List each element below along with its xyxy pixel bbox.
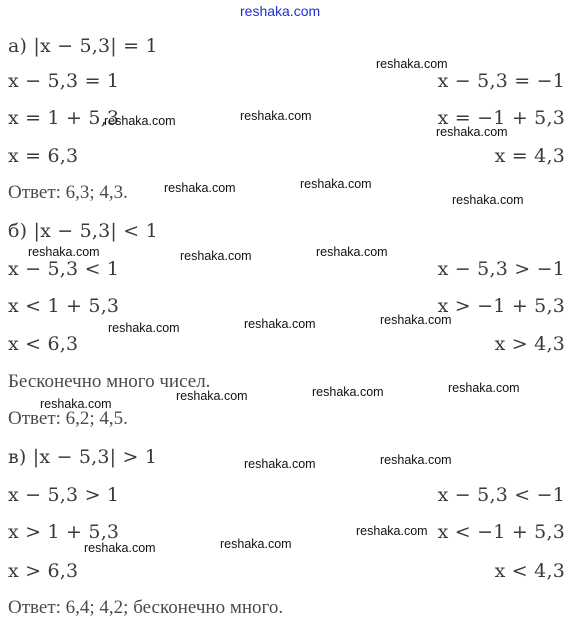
part-a-right-line-2: x = −1 + 5,3 [437,107,565,129]
part-a-right-line-3: x = 4,3 [494,145,565,167]
part-a-left-line-1: x − 5,3 = 1 [8,70,120,92]
part-b-answer: Ответ: 6,2; 4,5. [8,408,128,429]
part-b-left-line-3: x < 6,3 [8,333,79,355]
watermark: reshaka.com [380,453,452,467]
part-a-right-line-1: x − 5,3 = −1 [437,70,565,92]
watermark: reshaka.com [244,457,316,471]
watermark: reshaka.com [40,397,112,411]
part-c-right-line-2: x < −1 + 5,3 [437,521,565,543]
watermark: reshaka.com [244,317,316,331]
watermark: reshaka.com [176,389,248,403]
part-c-left-line-3: x > 6,3 [8,560,79,582]
watermark: reshaka.com [28,245,100,259]
part-c-heading: в) |x − 5,3| > 1 [8,446,158,468]
part-b-left-line-1: x − 5,3 < 1 [8,258,120,280]
watermark: reshaka.com [356,524,428,538]
watermark: reshaka.com [452,193,524,207]
watermark: reshaka.com [84,541,156,555]
watermark: reshaka.com [380,313,452,327]
part-b-right-line-3: x > 4,3 [494,333,565,355]
part-a-heading: а) |x − 5,3| = 1 [8,35,158,57]
watermark: reshaka.com [376,57,448,71]
part-a-answer: Ответ: 6,3; 4,3. [8,182,128,203]
part-a-left-line-2: x = 1 + 5,3 [8,107,120,129]
watermark: reshaka.com [316,245,388,259]
watermark-header: reshaka.com [240,3,321,19]
part-b-note: Бесконечно много чисел. [8,371,211,392]
watermark: reshaka.com [220,537,292,551]
watermark: reshaka.com [436,125,508,139]
part-b-left-line-2: x < 1 + 5,3 [8,295,120,317]
watermark: reshaka.com [300,177,372,191]
part-c-left-line-2: x > 1 + 5,3 [8,521,120,543]
watermark: reshaka.com [240,109,312,123]
part-b-right-line-1: x − 5,3 > −1 [437,258,565,280]
part-c-right-line-1: x − 5,3 < −1 [437,484,565,506]
watermark: reshaka.com [104,114,176,128]
watermark: reshaka.com [180,249,252,263]
watermark: reshaka.com [312,385,384,399]
watermark: reshaka.com [108,321,180,335]
watermark: reshaka.com [164,181,236,195]
part-c-left-line-1: x − 5,3 > 1 [8,484,120,506]
part-b-heading: б) |x − 5,3| < 1 [8,220,158,242]
part-c-right-line-3: x < 4,3 [494,560,565,582]
watermark: reshaka.com [448,381,520,395]
part-a-left-line-3: x = 6,3 [8,145,79,167]
part-b-right-line-2: x > −1 + 5,3 [437,295,565,317]
part-c-answer: Ответ: 6,4; 4,2; бесконечно много. [8,597,284,618]
